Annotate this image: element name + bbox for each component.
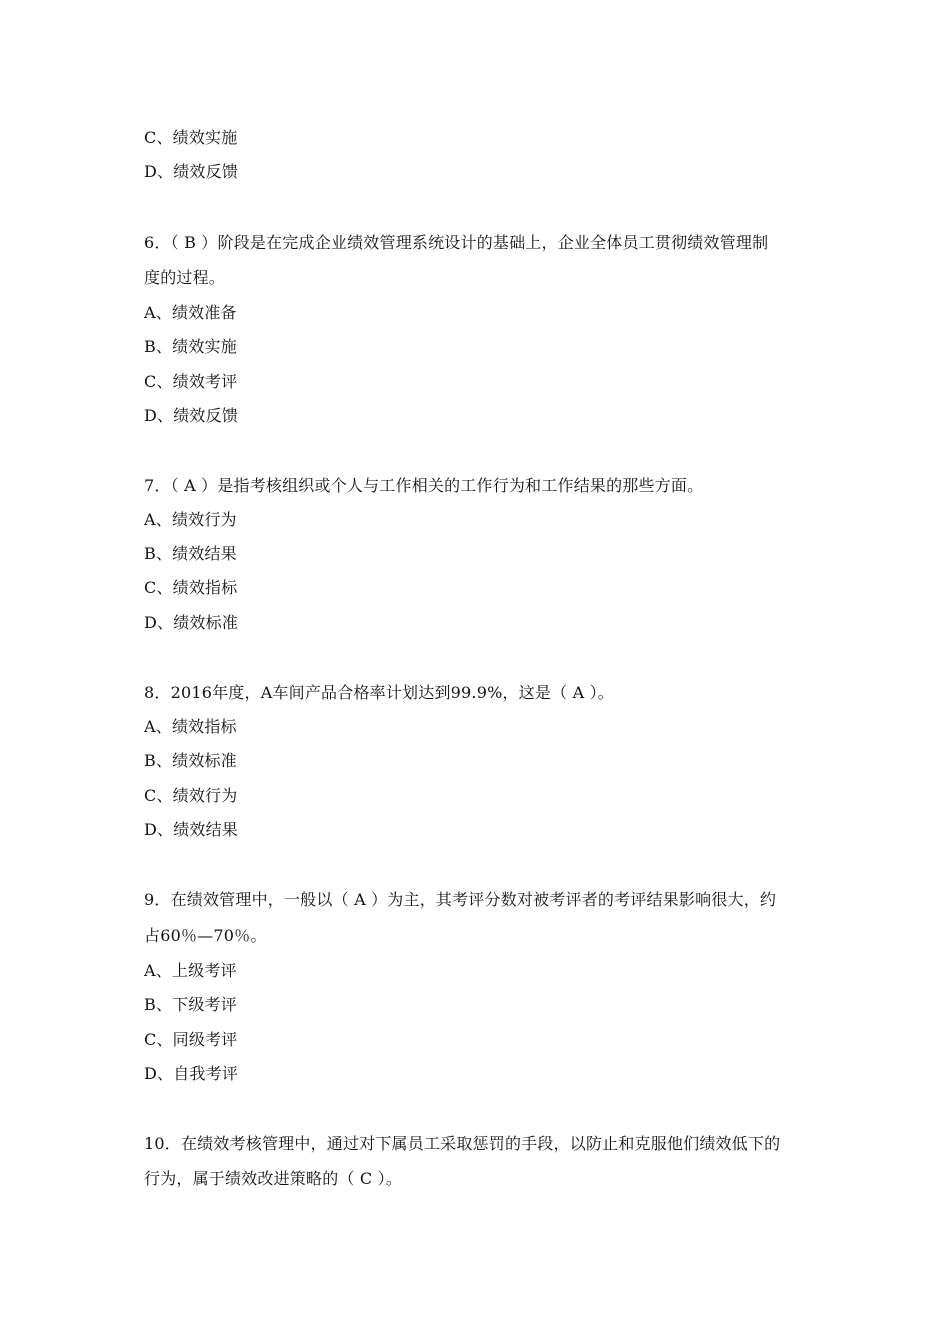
- option-b: B、绩效实施: [144, 337, 237, 356]
- option-a: A、上级考评: [144, 961, 237, 980]
- option-d: D、绩效反馈: [144, 162, 239, 181]
- option-c: C、同级考评: [144, 1030, 238, 1049]
- option-c: C、绩效考评: [144, 372, 238, 391]
- question-stem: 6．（ B ）阶段是在完成企业绩效管理系统设计的基础上，企业全体员工贯彻绩效管理制: [144, 233, 769, 252]
- option-b: B、下级考评: [144, 995, 237, 1014]
- question-stem: 7．（ A ）是指考核组织或个人与工作相关的工作行为和工作结果的那些方面。: [144, 476, 704, 495]
- option-d: D、绩效结果: [144, 820, 239, 839]
- question-stem-continued: 度的过程。: [144, 268, 226, 287]
- question-stem: 8．2016年度，A车间产品合格率计划达到99.9%，这是（ A ）。: [144, 683, 615, 702]
- option-a: A、绩效指标: [144, 717, 237, 736]
- option-a: A、绩效行为: [144, 510, 237, 529]
- question-stem: 10．在绩效考核管理中，通过对下属员工采取惩罚的手段，以防止和克服他们绩效低下的: [144, 1134, 781, 1153]
- option-d: D、自我考评: [144, 1064, 239, 1083]
- option-d: D、绩效反馈: [144, 406, 239, 425]
- option-a: A、绩效准备: [144, 303, 237, 322]
- question-stem: 9．在绩效管理中，一般以（ A ）为主，其考评分数对被考评者的考评结果影响很大，约: [144, 890, 777, 909]
- option-d: D、绩效标准: [144, 613, 239, 632]
- option-b: B、绩效标准: [144, 751, 237, 770]
- option-c: C、绩效指标: [144, 578, 238, 597]
- question-stem-continued: 占60％—70％。: [144, 926, 267, 945]
- option-b: B、绩效结果: [144, 544, 237, 563]
- option-c: C、绩效实施: [144, 128, 238, 147]
- option-c: C、绩效行为: [144, 786, 238, 805]
- question-stem-continued: 行为，属于绩效改进策略的（ C ）。: [144, 1169, 403, 1188]
